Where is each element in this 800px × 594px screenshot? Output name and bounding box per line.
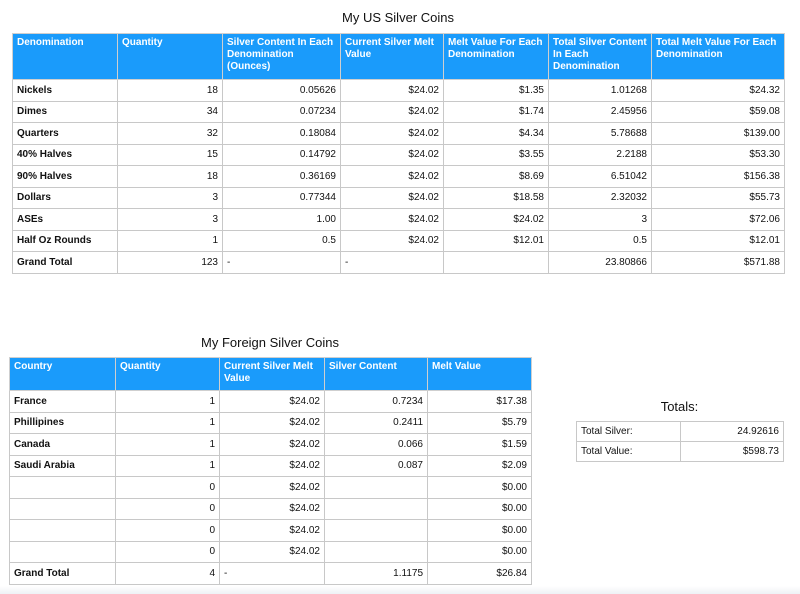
foreign-cell-melt-value[interactable]: $24.02 xyxy=(220,541,325,563)
foreign-header-silver-content[interactable]: Silver Content xyxy=(325,358,428,391)
foreign-cell-silver-content[interactable] xyxy=(325,477,428,499)
us-cell-quantity[interactable]: 1 xyxy=(118,230,223,252)
us-total-melt-value[interactable]: - xyxy=(341,252,444,274)
foreign-cell-total-melt[interactable]: $0.00 xyxy=(428,541,532,563)
foreign-cell-country[interactable] xyxy=(10,520,116,542)
foreign-cell-total-melt[interactable]: $2.09 xyxy=(428,455,532,477)
us-header-silver-content[interactable]: Silver Content In Each Denomination (Ounces) xyxy=(223,34,341,80)
us-cell-melt-each[interactable]: $18.58 xyxy=(444,187,549,209)
us-cell-total-melt[interactable]: $24.32 xyxy=(652,80,785,102)
foreign-header-country[interactable]: Country xyxy=(10,358,116,391)
foreign-cell-total-melt[interactable]: $17.38 xyxy=(428,391,532,413)
us-cell-denomination[interactable]: Nickels xyxy=(13,80,118,102)
us-total-quantity[interactable]: 123 xyxy=(118,252,223,274)
us-cell-silver-content[interactable]: 0.5 xyxy=(223,230,341,252)
total-value-value[interactable]: $598.73 xyxy=(681,442,784,462)
total-silver-value[interactable]: 24.92616 xyxy=(681,422,784,442)
foreign-cell-quantity[interactable]: 0 xyxy=(116,477,220,499)
foreign-cell-country[interactable]: France xyxy=(10,391,116,413)
foreign-total-quantity[interactable]: 4 xyxy=(116,563,220,585)
us-cell-total-silver[interactable]: 3 xyxy=(549,209,652,231)
foreign-cell-total-melt[interactable]: $0.00 xyxy=(428,498,532,520)
foreign-cell-total-melt[interactable]: $1.59 xyxy=(428,434,532,456)
us-cell-total-melt[interactable]: $12.01 xyxy=(652,230,785,252)
totals-table xyxy=(576,421,784,462)
foreign-cell-quantity[interactable]: 0 xyxy=(116,520,220,542)
foreign-header-quantity[interactable]: Quantity xyxy=(116,358,220,391)
foreign-cell-melt-value[interactable]: $24.02 xyxy=(220,434,325,456)
us-cell-silver-content[interactable]: 0.36169 xyxy=(223,166,341,188)
canvas-bottom-edge xyxy=(0,586,800,594)
foreign-header-melt-value[interactable]: Current Silver Melt Value xyxy=(220,358,325,391)
us-cell-total-melt[interactable]: $139.00 xyxy=(652,123,785,145)
us-cell-total-silver[interactable]: 2.2188 xyxy=(549,144,652,166)
foreign-cell-quantity[interactable]: 0 xyxy=(116,498,220,520)
foreign-cell-silver-content[interactable] xyxy=(325,541,428,563)
foreign-cell-melt-value[interactable]: $24.02 xyxy=(220,477,325,499)
us-cell-melt-value[interactable]: $24.02 xyxy=(341,144,444,166)
us-cell-melt-each[interactable]: $4.34 xyxy=(444,123,549,145)
foreign-cell-melt-value[interactable]: $24.02 xyxy=(220,498,325,520)
table-row xyxy=(13,166,785,188)
us-cell-total-melt[interactable]: $55.73 xyxy=(652,187,785,209)
us-cell-total-silver[interactable]: 2.45956 xyxy=(549,101,652,123)
us-cell-denomination[interactable]: Dimes xyxy=(13,101,118,123)
foreign-header-row xyxy=(10,358,532,391)
us-cell-denomination[interactable]: Dollars xyxy=(13,187,118,209)
us-cell-silver-content[interactable]: 0.14792 xyxy=(223,144,341,166)
us-cell-silver-content[interactable]: 1.00 xyxy=(223,209,341,231)
us-cell-melt-value[interactable]: $24.02 xyxy=(341,209,444,231)
us-header-row xyxy=(13,34,785,80)
us-coins-title: My US Silver Coins xyxy=(342,10,454,25)
foreign-cell-total-melt[interactable]: $0.00 xyxy=(428,520,532,542)
us-cell-silver-content[interactable]: 0.18084 xyxy=(223,123,341,145)
us-cell-melt-value[interactable]: $24.02 xyxy=(341,101,444,123)
us-cell-quantity[interactable]: 18 xyxy=(118,80,223,102)
us-grand-total-row xyxy=(13,252,785,274)
foreign-cell-country[interactable] xyxy=(10,477,116,499)
total-value-label[interactable]: Total Value: xyxy=(577,442,681,462)
foreign-cell-country[interactable]: Canada xyxy=(10,434,116,456)
us-cell-total-silver[interactable]: 0.5 xyxy=(549,230,652,252)
us-cell-melt-value[interactable]: $24.02 xyxy=(341,80,444,102)
table-row xyxy=(577,442,784,462)
totals-title: Totals: xyxy=(660,399,699,414)
table-row xyxy=(10,391,532,413)
foreign-cell-melt-value[interactable]: $24.02 xyxy=(220,455,325,477)
us-total-silver[interactable]: 23.80866 xyxy=(549,252,652,274)
us-cell-total-silver[interactable]: 2.32032 xyxy=(549,187,652,209)
foreign-cell-quantity[interactable]: 0 xyxy=(116,541,220,563)
table-row xyxy=(10,477,532,499)
us-cell-quantity[interactable]: 18 xyxy=(118,166,223,188)
us-cell-melt-value[interactable]: $24.02 xyxy=(341,230,444,252)
foreign-cell-silver-content[interactable]: 0.7234 xyxy=(325,391,428,413)
foreign-cell-silver-content[interactable]: 0.2411 xyxy=(325,412,428,434)
us-cell-melt-each[interactable]: $12.01 xyxy=(444,230,549,252)
us-header-total-silver[interactable]: Total Silver Content In Each Denomination xyxy=(549,34,652,80)
us-coins-table xyxy=(12,33,785,274)
foreign-cell-silver-content[interactable] xyxy=(325,520,428,542)
us-cell-total-silver[interactable]: 1.01268 xyxy=(549,80,652,102)
table-row xyxy=(10,434,532,456)
foreign-total-melt-value[interactable]: - xyxy=(220,563,325,585)
us-cell-melt-each[interactable]: $8.69 xyxy=(444,166,549,188)
us-cell-quantity[interactable]: 32 xyxy=(118,123,223,145)
us-cell-melt-each[interactable]: $1.35 xyxy=(444,80,549,102)
foreign-total-melt[interactable]: $26.84 xyxy=(428,563,532,585)
us-total-melt[interactable]: $571.88 xyxy=(652,252,785,274)
us-total-melt-each[interactable] xyxy=(444,252,549,274)
table-row xyxy=(13,144,785,166)
foreign-cell-country[interactable] xyxy=(10,541,116,563)
us-cell-melt-value[interactable]: $24.02 xyxy=(341,166,444,188)
us-cell-total-silver[interactable]: 6.51042 xyxy=(549,166,652,188)
us-cell-silver-content[interactable]: 0.05626 xyxy=(223,80,341,102)
table-row xyxy=(13,101,785,123)
us-cell-denomination[interactable]: 90% Halves xyxy=(13,166,118,188)
table-row xyxy=(10,541,532,563)
foreign-cell-melt-value[interactable]: $24.02 xyxy=(220,412,325,434)
us-header-denomination[interactable]: Denomination xyxy=(13,34,118,80)
foreign-total-label[interactable]: Grand Total xyxy=(10,563,116,585)
foreign-header-total-melt[interactable]: Melt Value xyxy=(428,358,532,391)
us-header-quantity[interactable]: Quantity xyxy=(118,34,223,80)
us-cell-melt-value[interactable]: $24.02 xyxy=(341,123,444,145)
us-cell-quantity[interactable]: 34 xyxy=(118,101,223,123)
foreign-cell-quantity[interactable]: 1 xyxy=(116,434,220,456)
us-cell-silver-content[interactable]: 0.77344 xyxy=(223,187,341,209)
us-cell-total-melt[interactable]: $53.30 xyxy=(652,144,785,166)
foreign-cell-silver-content[interactable]: 0.066 xyxy=(325,434,428,456)
us-cell-silver-content[interactable]: 0.07234 xyxy=(223,101,341,123)
us-cell-quantity[interactable]: 3 xyxy=(118,187,223,209)
us-cell-melt-value[interactable]: $24.02 xyxy=(341,187,444,209)
us-cell-total-melt[interactable]: $156.38 xyxy=(652,166,785,188)
foreign-cell-country[interactable]: Phillipines xyxy=(10,412,116,434)
us-header-melt-each[interactable]: Melt Value For Each Denomination xyxy=(444,34,549,80)
table-row xyxy=(10,412,532,434)
foreign-cell-country[interactable]: Saudi Arabia xyxy=(10,455,116,477)
foreign-cell-quantity[interactable]: 1 xyxy=(116,391,220,413)
foreign-cell-quantity[interactable]: 1 xyxy=(116,412,220,434)
table-row xyxy=(13,187,785,209)
us-cell-quantity[interactable]: 15 xyxy=(118,144,223,166)
foreign-cell-total-melt[interactable]: $5.79 xyxy=(428,412,532,434)
foreign-cell-total-melt[interactable]: $0.00 xyxy=(428,477,532,499)
us-cell-melt-each[interactable]: $24.02 xyxy=(444,209,549,231)
foreign-cell-quantity[interactable]: 1 xyxy=(116,455,220,477)
foreign-cell-silver-content[interactable] xyxy=(325,498,428,520)
foreign-coins-table xyxy=(9,357,532,585)
us-cell-denomination[interactable]: ASEs xyxy=(13,209,118,231)
table-row xyxy=(13,123,785,145)
foreign-grand-total-row xyxy=(10,563,532,585)
us-header-melt-value[interactable]: Current Silver Melt Value xyxy=(341,34,444,80)
table-row xyxy=(13,80,785,102)
foreign-cell-silver-content[interactable]: 0.087 xyxy=(325,455,428,477)
us-cell-quantity[interactable]: 3 xyxy=(118,209,223,231)
us-cell-total-melt[interactable]: $72.06 xyxy=(652,209,785,231)
us-cell-total-melt[interactable]: $59.08 xyxy=(652,101,785,123)
foreign-coins-title: My Foreign Silver Coins xyxy=(201,335,339,350)
table-row xyxy=(577,422,784,442)
table-row xyxy=(10,520,532,542)
us-cell-denomination[interactable]: Half Oz Rounds xyxy=(13,230,118,252)
us-cell-denomination[interactable]: 40% Halves xyxy=(13,144,118,166)
us-cell-melt-each[interactable]: $3.55 xyxy=(444,144,549,166)
total-silver-label[interactable]: Total Silver: xyxy=(577,422,681,442)
table-row xyxy=(13,209,785,231)
us-header-total-melt[interactable]: Total Melt Value For Each Denomination xyxy=(652,34,785,80)
foreign-cell-melt-value[interactable]: $24.02 xyxy=(220,520,325,542)
us-total-silver-content[interactable]: - xyxy=(223,252,341,274)
us-cell-melt-each[interactable]: $1.74 xyxy=(444,101,549,123)
us-cell-denomination[interactable]: Quarters xyxy=(13,123,118,145)
table-row xyxy=(13,230,785,252)
us-total-label[interactable]: Grand Total xyxy=(13,252,118,274)
us-cell-total-silver[interactable]: 5.78688 xyxy=(549,123,652,145)
foreign-cell-melt-value[interactable]: $24.02 xyxy=(220,391,325,413)
table-row xyxy=(10,455,532,477)
table-row xyxy=(10,498,532,520)
foreign-cell-country[interactable] xyxy=(10,498,116,520)
foreign-total-silver-content[interactable]: 1.1175 xyxy=(325,563,428,585)
